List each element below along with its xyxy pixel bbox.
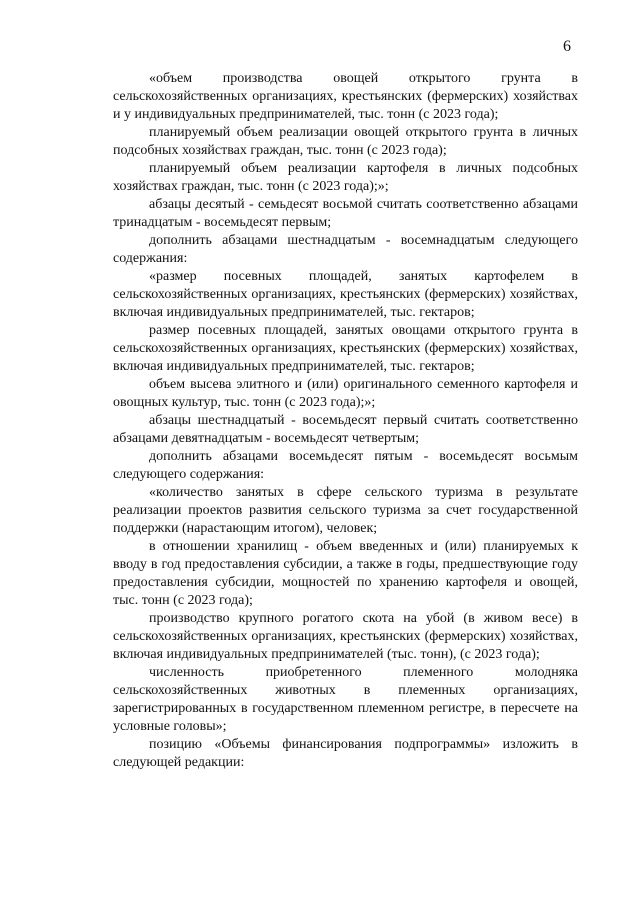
paragraph: «объем производства овощей открытого грунта в сельскохозяйственных организациях, крестьянских (фермерских) хозяйствах и у индивидуальных предпринимателей, тыс. тонн (с 2023 года); (113, 71, 578, 122)
paragraph: объем высева элитного и (или) оригинального семенного картофеля и овощных культур, тыс. тонн (с 2023 года);»; (113, 377, 578, 410)
paragraph: в отношении хранилищ - объем введенных и (или) планируемых к вводу в год предоставления субсидии, а также в годы, предшествующие году предоставления субсидии, мощностей по хранению картофеля и овощей, тыс. тонн (с 2023 года); (113, 539, 578, 608)
paragraph: абзацы десятый - семьдесят восьмой считать соответственно абзацами тринадцатым - восемьдесят первым; (113, 197, 578, 230)
paragraph: дополнить абзацами шестнадцатым - восемнадцатым следующего содержания: (113, 233, 578, 266)
paragraph: размер посевных площадей, занятых овощами открытого грунта в сельскохозяйственных организациях, крестьянских (фермерских) хозяйствах, включая индивидуальных предпринимателей, тыс. гектаров; (113, 323, 578, 374)
paragraph: дополнить абзацами восемьдесят пятым - восемьдесят восьмым следующего содержания: (113, 449, 578, 482)
paragraph: планируемый объем реализации овощей открытого грунта в личных подсобных хозяйствах граждан, тыс. тонн (с 2023 года); (113, 125, 578, 158)
paragraph: численность приобретенного племенного молодняка сельскохозяйственных животных в племенных организациях, зарегистрированных в государственном племенном регистре, в пересчете на условные головы»; (113, 665, 578, 734)
paragraph: «размер посевных площадей, занятых картофелем в сельскохозяйственных организациях, крестьянских (фермерских) хозяйствах, включая индивидуальных предпринимателей, тыс. гектаров; (113, 269, 578, 320)
paragraph: планируемый объем реализации картофеля в личных подсобных хозяйствах граждан, тыс. тонн (с 2023 года);»; (113, 161, 578, 194)
document-body (113, 70, 578, 772)
paragraph: производство крупного рогатого скота на убой (в живом весе) в сельскохозяйственных организациях, крестьянских (фермерских) хозяйствах, включая индивидуальных предпринимателей (тыс. тонн), (с 2023 года); (113, 611, 578, 662)
paragraph: «количество занятых в сфере сельского туризма в результате реализации проектов развития сельского туризма за счет государственной поддержки (нарастающим итогом), человек; (113, 485, 578, 536)
paragraph: абзацы шестнадцатый - восемьдесят первый считать соответственно абзацами девятнадцатым - восемьдесят четвертым; (113, 413, 578, 446)
paragraph: позицию «Объемы финансирования подпрограммы» изложить в следующей редакции: (113, 737, 578, 770)
page-number: 6 (563, 38, 571, 55)
